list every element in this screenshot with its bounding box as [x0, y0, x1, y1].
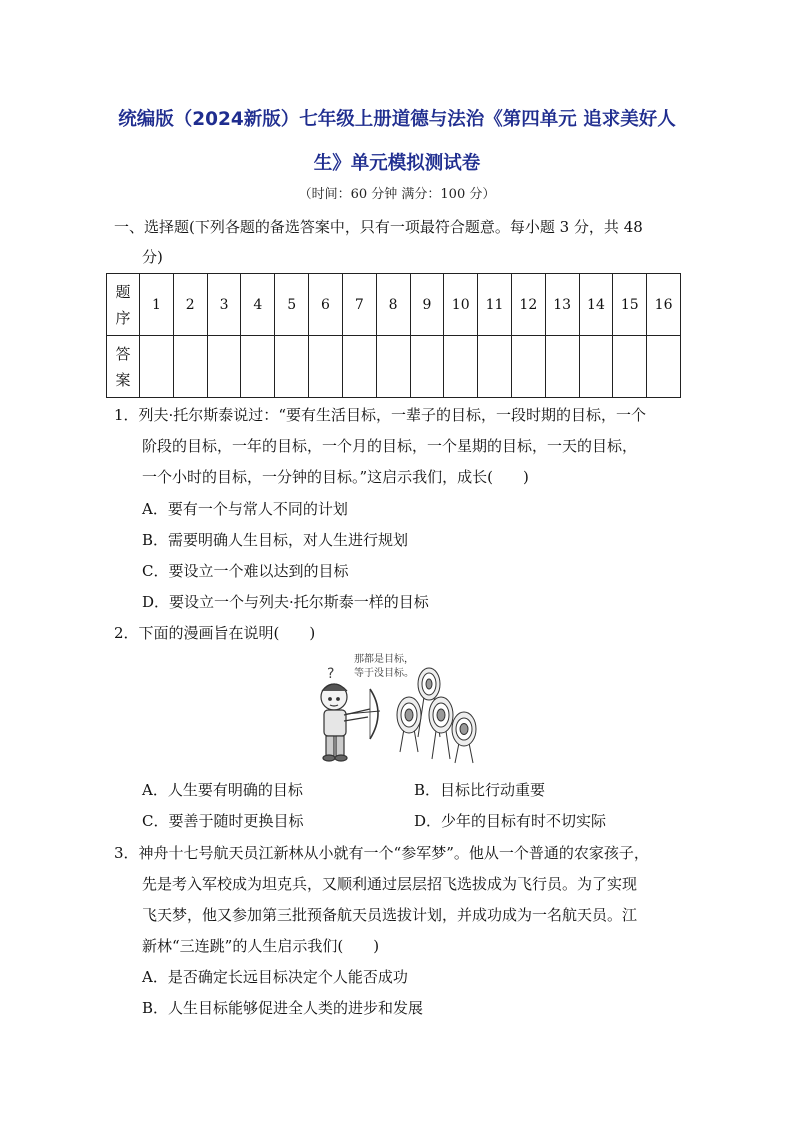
- answer-cell[interactable]: [173, 336, 207, 398]
- q2-option-b[interactable]: B．目标比行动重要: [414, 781, 546, 799]
- answer-cell[interactable]: [444, 336, 478, 398]
- target-middle: [429, 697, 453, 759]
- question-number-cell: 16: [647, 274, 681, 336]
- question-number-cell: 3: [207, 274, 241, 336]
- archery-cartoon: [300, 647, 490, 772]
- q3-option-b[interactable]: B．人生目标能够促进全人类的进步和发展: [142, 999, 424, 1017]
- question-number-cell: 2: [173, 274, 207, 336]
- exam-title-line2: 生》单元模拟测试卷: [313, 153, 481, 174]
- answer-cell[interactable]: [207, 336, 241, 398]
- answer-cell[interactable]: [511, 336, 545, 398]
- q1-option-c[interactable]: C．要设立一个难以达到的目标: [142, 562, 349, 580]
- q3-option-a[interactable]: A．是否确定长远目标决定个人能否成功: [142, 968, 408, 986]
- q3-stem-line4: 新林“三连跳”的人生启示我们( ): [142, 937, 380, 955]
- answer-cell[interactable]: [342, 336, 376, 398]
- answer-cell[interactable]: [140, 336, 174, 398]
- boy-archer: [321, 684, 380, 761]
- question-number-cell: 5: [275, 274, 309, 336]
- q2-stem: 2．下面的漫画旨在说明( ): [114, 624, 316, 642]
- cartoon-caption-line2: 等于没目标。: [354, 668, 414, 679]
- q1-option-a[interactable]: A．要有一个与常人不同的计划: [142, 500, 348, 518]
- table-header-cell: [107, 274, 140, 336]
- question-number-cell: 4: [241, 274, 275, 336]
- q1-option-b[interactable]: B．需要明确人生目标，对人生进行规划: [142, 531, 409, 549]
- answer-cell[interactable]: [478, 336, 512, 398]
- table-header-char: 答: [115, 344, 131, 363]
- q1-option-d[interactable]: D．要设立一个与列夫·托尔斯泰一样的目标: [142, 593, 429, 611]
- question-number-cell: 9: [410, 274, 444, 336]
- question-number-cell: 6: [309, 274, 343, 336]
- answer-cell[interactable]: [309, 336, 343, 398]
- answer-cell[interactable]: [613, 336, 647, 398]
- q1-stem-line1: 1．列夫·托尔斯泰说过：“要有生活目标，一辈子的目标，一段时期的目标，一个: [114, 406, 646, 424]
- q2-option-c[interactable]: C．要善于随时更换目标: [142, 812, 304, 830]
- section1-heading-line2: 分): [142, 248, 163, 266]
- q1-stem-line2: 阶段的目标，一年的目标，一个月的目标，一个星期的目标，一天的目标，: [142, 437, 638, 455]
- answer-cell[interactable]: [579, 336, 613, 398]
- question-number-cell: 7: [342, 274, 376, 336]
- exam-subtitle: （时间：60 分钟 满分：100 分）: [298, 187, 496, 202]
- target-left: [397, 697, 421, 752]
- exam-title-line1: 统编版（2024新版）七年级上册道德与法治《第四单元 追求美好人: [118, 109, 676, 130]
- question-number-cell: 12: [511, 274, 545, 336]
- table-header-char: 序: [115, 308, 131, 327]
- table-header-char: 案: [115, 370, 131, 389]
- table-header-char: 题: [115, 282, 131, 301]
- answer-cell[interactable]: [647, 336, 681, 398]
- question-number-cell: 1: [140, 274, 174, 336]
- q3-stem-line1: 3．神舟十七号航天员江新林从小就有一个“参军梦”。他从一个普通的农家孩子，: [114, 844, 649, 862]
- answer-cell[interactable]: [410, 336, 444, 398]
- answer-table-number-row: [107, 274, 681, 336]
- section1-heading-line1: 一、选择题(下列各题的备选答案中，只有一项最符合题意。每小题 3 分，共 48: [114, 218, 643, 236]
- question-mark-icon: ?: [327, 666, 335, 682]
- answer-cell[interactable]: [545, 336, 579, 398]
- cartoon-illustration: [300, 647, 490, 772]
- cartoon-caption-line1: 那都是目标，: [354, 654, 414, 665]
- q3-stem-line3: 飞天梦，他又参加第三批预备航天员选拔计划，并成功成为一名航天员。江: [142, 906, 638, 924]
- q3-stem-line2: 先是考入军校成为坦克兵，又顺利通过层层招飞选拔成为飞行员。为了实现: [142, 875, 638, 893]
- answer-cell[interactable]: [241, 336, 275, 398]
- question-number-cell: 14: [579, 274, 613, 336]
- question-number-cell: 8: [376, 274, 410, 336]
- q2-option-d[interactable]: D．少年的目标有时不切实际: [414, 812, 607, 830]
- answer-table: [106, 273, 681, 398]
- question-number-cell: 13: [545, 274, 579, 336]
- target-right: [452, 712, 476, 763]
- question-number-cell: 11: [478, 274, 512, 336]
- q1-stem-line3: 一个小时的目标，一分钟的目标。”这启示我们，成长( ): [142, 468, 529, 486]
- q2-option-a[interactable]: A．人生要有明确的目标: [142, 781, 303, 799]
- question-number-cell: 15: [613, 274, 647, 336]
- answer-cell[interactable]: [275, 336, 309, 398]
- answer-table-answer-row: [107, 336, 681, 398]
- table-header-cell: [107, 336, 140, 398]
- answer-cell[interactable]: [376, 336, 410, 398]
- question-number-cell: 10: [444, 274, 478, 336]
